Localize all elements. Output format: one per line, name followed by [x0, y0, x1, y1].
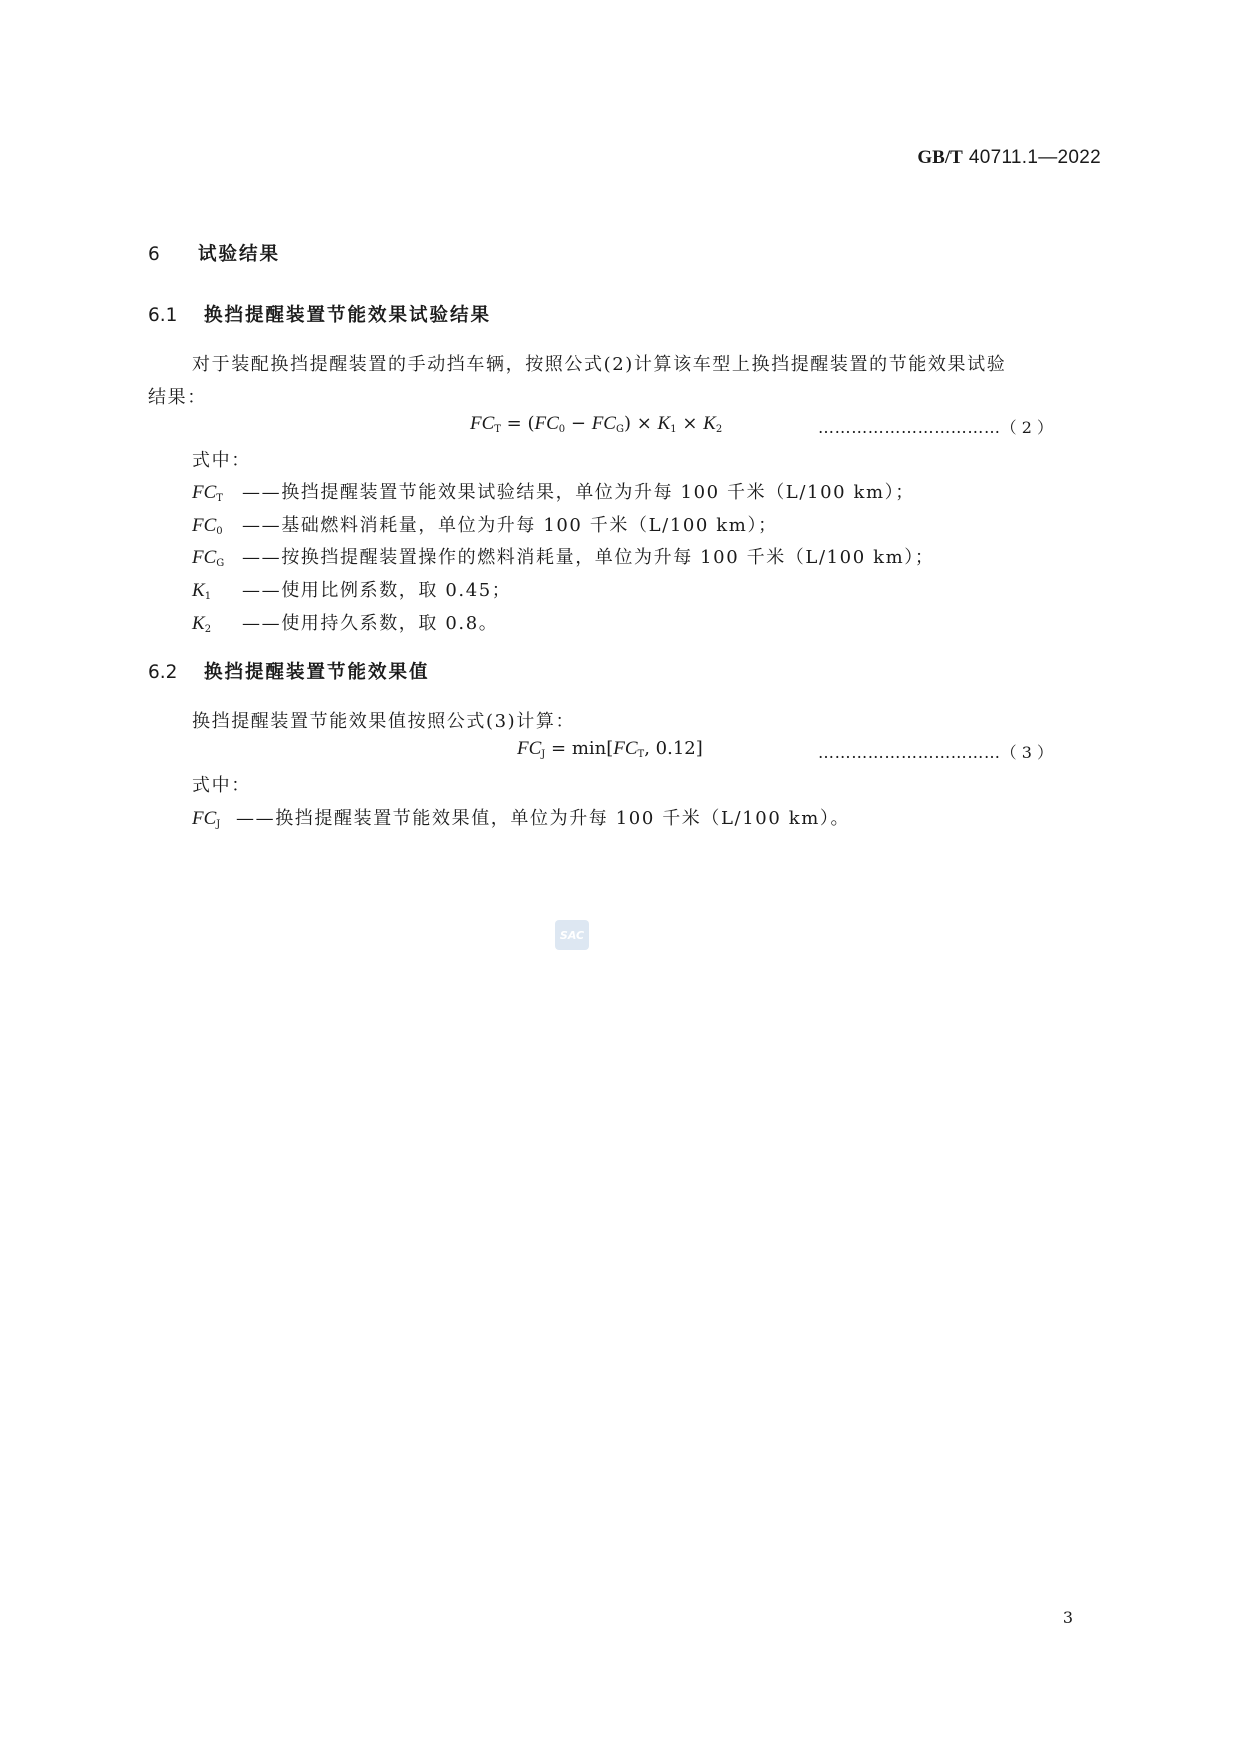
- paragraph-6-1-line-1: 对于装配换挡提醒装置的手动挡车辆，按照公式(2)计算该车型上换挡提醒装置的节能效果试验: [192, 354, 1007, 375]
- variable-description: ——换挡提醒装置节能效果值，单位为升每 100 千米（L/100 km）。: [236, 808, 851, 829]
- variable-description: ——基础燃料消耗量，单位为升每 100 千米（L/100 km）；: [242, 515, 778, 536]
- variable-fc0: $FC_0$ ——基础燃料消耗量，单位为升每 100 千米（L/100 km）；: [192, 515, 778, 537]
- variable-description: ——使用持久系数，取 0.8。: [242, 613, 499, 634]
- standard-prefix: GB/T: [917, 147, 963, 168]
- document-header: [917, 146, 1101, 169]
- section-heading-6: [148, 240, 280, 266]
- paragraph-6-2: 换挡提醒装置节能效果值按照公式(3)计算：: [192, 711, 576, 732]
- formula-3: $FC_J = \min[FC_T$, 0.12]: [517, 738, 703, 760]
- section-number: 6.1: [148, 305, 178, 326]
- variable-fct: $FC_T$ ——换挡提醒装置节能效果试验结果，单位为升每 100 千米（L/100 km）；: [192, 482, 915, 504]
- variable-description: ——换挡提醒装置节能效果试验结果，单位为升每 100 千米（L/100 km）；: [242, 482, 915, 503]
- section-number: 6: [148, 244, 160, 265]
- variable-k2: $K_2$ ——使用持久系数，取 0.8。: [192, 613, 499, 635]
- where-label-6-1: 式中：: [192, 450, 251, 471]
- sac-watermark-logo: SAC: [555, 920, 589, 950]
- formula-3-number: ……………………………（ 3 ）: [818, 743, 1053, 762]
- section-title: 试验结果: [198, 244, 281, 265]
- formula-2-number: ……………………………（ 2 ）: [818, 418, 1053, 437]
- variable-description: ——按换挡提醒装置操作的燃料消耗量，单位为升每 100 千米（L/100 km）；: [242, 547, 935, 568]
- paragraph-6-1-line-2: 结果：: [148, 387, 207, 408]
- section-title: 换挡提醒装置节能效果值: [204, 662, 430, 683]
- section-heading-6-1: [148, 301, 491, 327]
- where-label-6-2: 式中：: [192, 775, 251, 796]
- section-number: 6.2: [148, 662, 178, 683]
- section-heading-6-2: [148, 658, 430, 684]
- standard-number: 40711.1—2022: [968, 147, 1101, 168]
- variable-fcg: $FC_G$ ——按换挡提醒装置操作的燃料消耗量，单位为升每 100 千米（L/100 km）；: [192, 547, 935, 569]
- page-number: 3: [1062, 1608, 1073, 1627]
- variable-description: ——使用比例系数，取 0.45；: [242, 580, 512, 601]
- variable-k1: $K_1$ ——使用比例系数，取 0.45；: [192, 580, 512, 602]
- formula-number: （ 3 ）: [1000, 743, 1053, 762]
- variable-fcj: $FC_J$ ——换挡提醒装置节能效果值，单位为升每 100 千米（L/100 km）。: [192, 808, 851, 830]
- formula-number: （ 2 ）: [1000, 418, 1053, 437]
- formula-2: $FC_T = (FC_0 - FC_G) \times K_1 \times K_2$: [470, 413, 723, 435]
- section-title: 换挡提醒装置节能效果试验结果: [204, 305, 492, 326]
